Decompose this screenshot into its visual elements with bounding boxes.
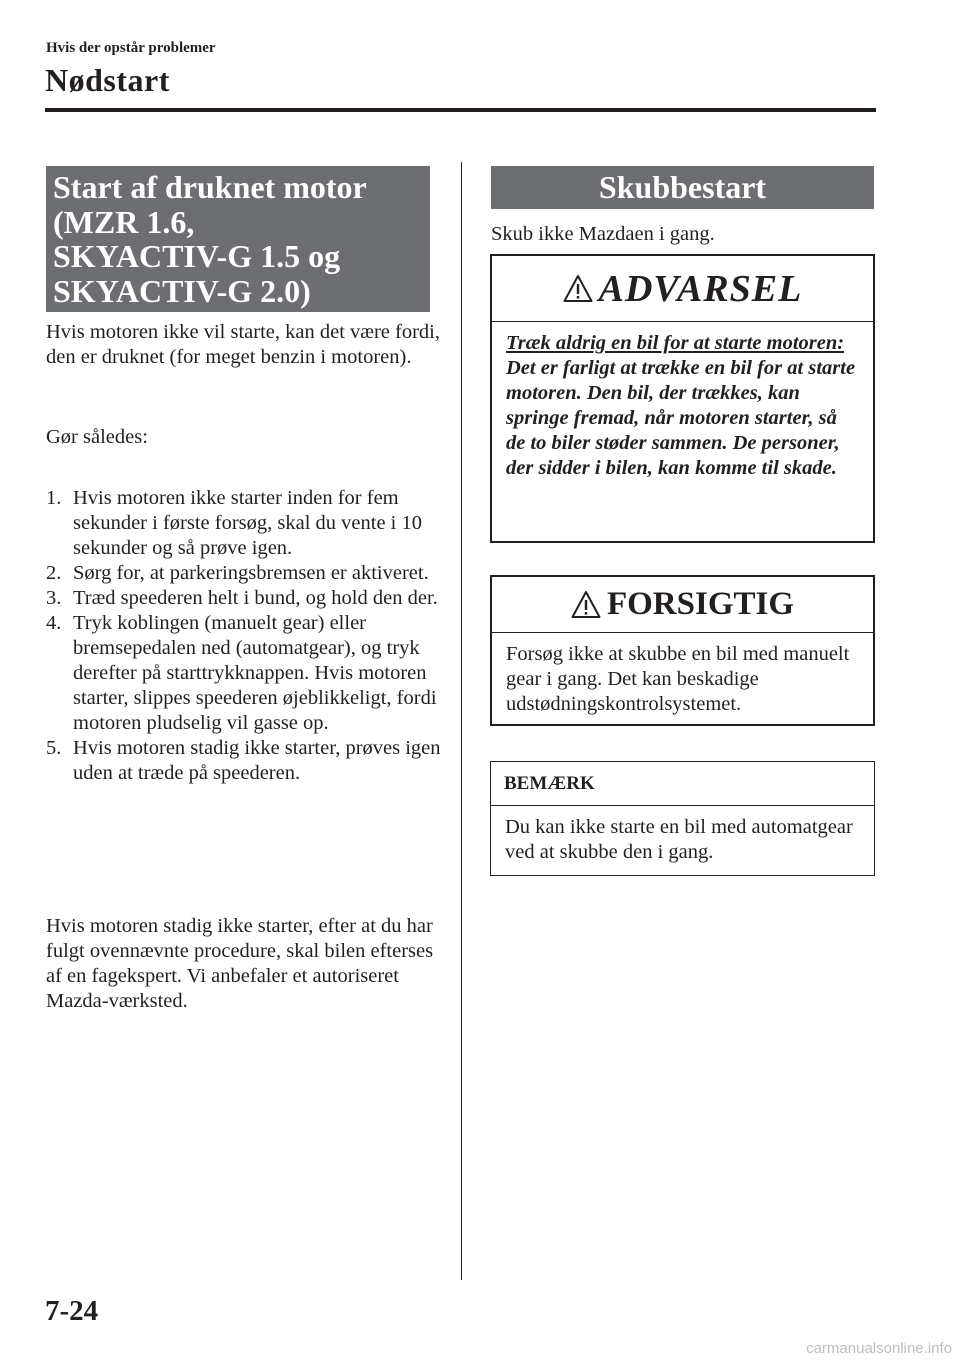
closing-paragraph: Hvis motoren stadig ikke starter, efter at du har fulgt ovennævnte procedure, skal bilen efterses af en fagekspert. Vi anbefaler et autoriseret Mazda-værksted.	[46, 915, 434, 1012]
intro-paragraph: Hvis motoren ikke vil starte, kan det være fordi, den er druknet (for meget benzin i motoren).	[46, 321, 440, 368]
section-heading-push-start: Skubbestart	[491, 166, 874, 209]
watermark: carmanualsonline.info	[806, 1340, 952, 1357]
list-item	[46, 611, 446, 736]
heading-line: SKYACTIV-G 2.0)	[53, 272, 311, 309]
warning-underlined-text: Træk aldrig en bil for at starte motoren:	[506, 332, 845, 354]
procedure-steps	[46, 486, 446, 786]
heading-line: Start af druknet motor	[53, 169, 367, 205]
step-text: Hvis motoren stadig ikke starter, prøves igen uden at træde på speederen.	[73, 737, 441, 784]
step-number: 3.	[46, 587, 62, 609]
list-item	[46, 586, 446, 611]
breadcrumb: Hvis der opstår problemer	[46, 40, 216, 56]
heading-line: (MZR 1.6,	[53, 203, 195, 240]
step-number: 1.	[46, 487, 62, 509]
heading-line: SKYACTIV-G 1.5 og	[53, 238, 341, 274]
step-number: 2.	[46, 562, 62, 584]
step-text: Hvis motoren ikke starter inden for fem sekunder i første forsøg, skal du vente i 10 sekunder og så prøve igen.	[73, 487, 422, 559]
note-box	[490, 761, 875, 876]
warning-triangle-icon	[563, 274, 593, 304]
warning-box	[490, 254, 875, 543]
page-number: 7-24	[45, 1295, 99, 1327]
warning-title: ADVARSEL	[598, 267, 803, 310]
lead-paragraph: Gør således:	[46, 426, 148, 448]
caution-header	[492, 577, 873, 633]
caution-box	[490, 575, 875, 726]
warning-text: Det er farligt at trække en bil for at starte motoren. Den bil, der trækkes, kan springe fremad, når motoren starter, så de to biler støder sammen. De personer, der sidder i bilen, kan komme til skade.	[506, 357, 856, 479]
list-item	[46, 486, 446, 561]
page-title: Nødstart	[45, 62, 170, 98]
step-text: Træd speederen helt i bund, og hold den der.	[73, 587, 438, 609]
header-rule	[45, 108, 876, 112]
column-divider	[461, 162, 462, 1280]
step-number: 4.	[46, 612, 62, 634]
step-number: 5.	[46, 737, 62, 759]
push-start-intro: Skub ikke Mazdaen i gang.	[491, 223, 715, 245]
caution-title: FORSIGTIG	[606, 586, 795, 622]
warning-triangle-icon	[571, 590, 601, 620]
warning-header	[492, 256, 873, 322]
note-text: Du kan ikke starte en bil med automatgear ved at skubbe den i gang.	[505, 816, 853, 863]
note-title: BEMÆRK	[491, 762, 874, 806]
caution-text: Forsøg ikke at skubbe en bil med manuelt gear i gang. Det kan beskadige udstødningskontrolsystemet.	[506, 643, 850, 715]
step-text: Sørg for, at parkeringsbremsen er aktiveret.	[73, 562, 429, 584]
list-item	[46, 561, 446, 586]
warning-body	[492, 322, 873, 481]
list-item	[46, 736, 446, 786]
step-text: Tryk koblingen (manuelt gear) eller bremsepedalen ned (automatgear), og tryk derefter på starttrykknappen. Hvis motoren starter, slippes speederen øjeblikkeligt, fordi motoren pludselig vil gasse op.	[73, 612, 437, 734]
section-heading-flooded-engine	[46, 166, 430, 312]
